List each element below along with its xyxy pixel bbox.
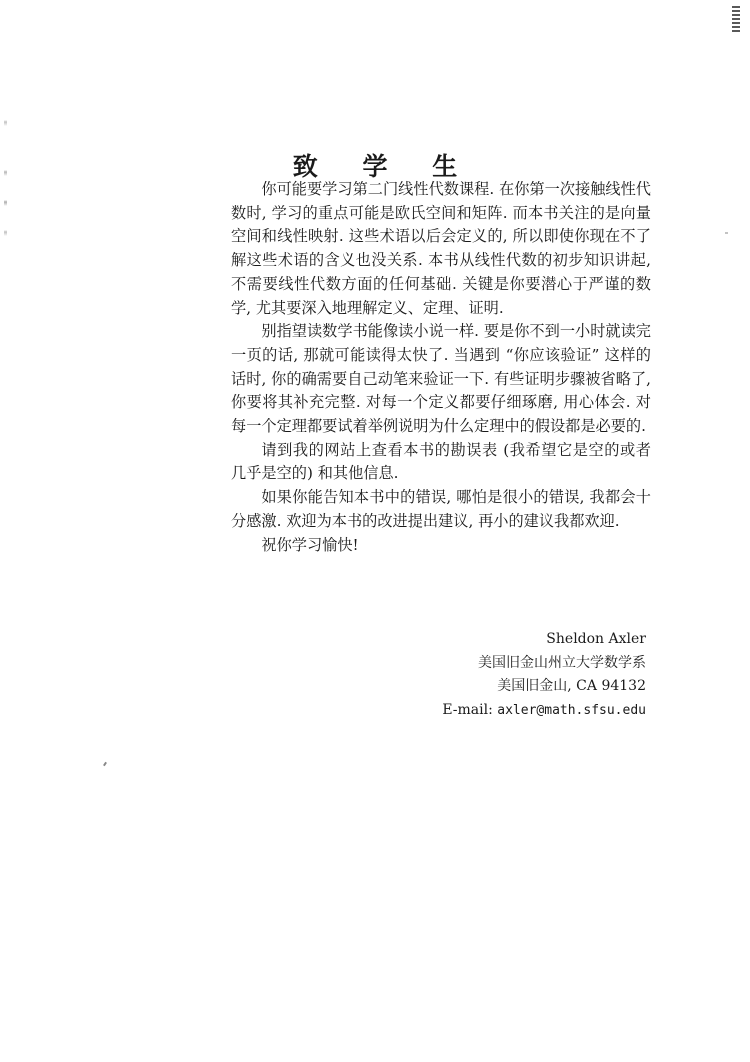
author-location: 美国旧金山, CA 94132 — [497, 678, 646, 695]
paragraph: 请到我的网站上查看本书的勘误表 (我希望它是空的或者几乎是空的) 和其他信息. — [231, 440, 651, 483]
email-address: axler@math.sfsu.edu — [497, 703, 646, 719]
email-label: E-mail: — [442, 702, 498, 719]
author-signature — [442, 628, 646, 723]
author-name: Sheldon Axler — [546, 631, 646, 647]
paragraph: 如果你能告知本书中的错误, 哪怕是很小的错误, 我都会十分感激. 欢迎为本书的改进提出建议, 再小的建议我都欢迎. — [231, 488, 651, 530]
paragraph: 你可能要学习第二门线性代数课程. 在你第一次接触线性代数时, 学习的重点可能是欧氏空间和矩阵. 而本书关注的是向量空间和线性映射. 这些术语以后会定义的, 所以即使你现在不了解这些术语的含义也没关系. 本书从线性代数的初步知识讲起, 不需要线性代数方面的任何基础. 关键是你要潜心于严谨的数学, 尤其要深入地理解定义、定理、证明. — [231, 180, 651, 317]
paragraph: 祝你学习愉快! — [261, 535, 359, 554]
scan-corner-mark — [732, 6, 740, 32]
scan-speck — [103, 762, 107, 766]
author-email-line — [442, 699, 646, 723]
paragraph: 别指望读数学书能像读小说一样. 要是你不到一小时就读完一页的话, 那就可能读得太快了. 当遇到 “你应该验证” 这样的话时, 你的确需要自己动笔来验证一下. 有些证明步骤被省略了, 你要将其补充完整. 对每一个定义都要仔细琢磨, 用心体会. 对每一个定理都要试着举例说明为什么定理中的假设都是必要的. — [231, 322, 651, 436]
scan-speck — [725, 232, 728, 234]
preface-body — [231, 178, 651, 557]
page-title: 致 学 生 — [292, 151, 476, 181]
author-affiliation: 美国旧金山州立大学数学系 — [478, 654, 646, 671]
